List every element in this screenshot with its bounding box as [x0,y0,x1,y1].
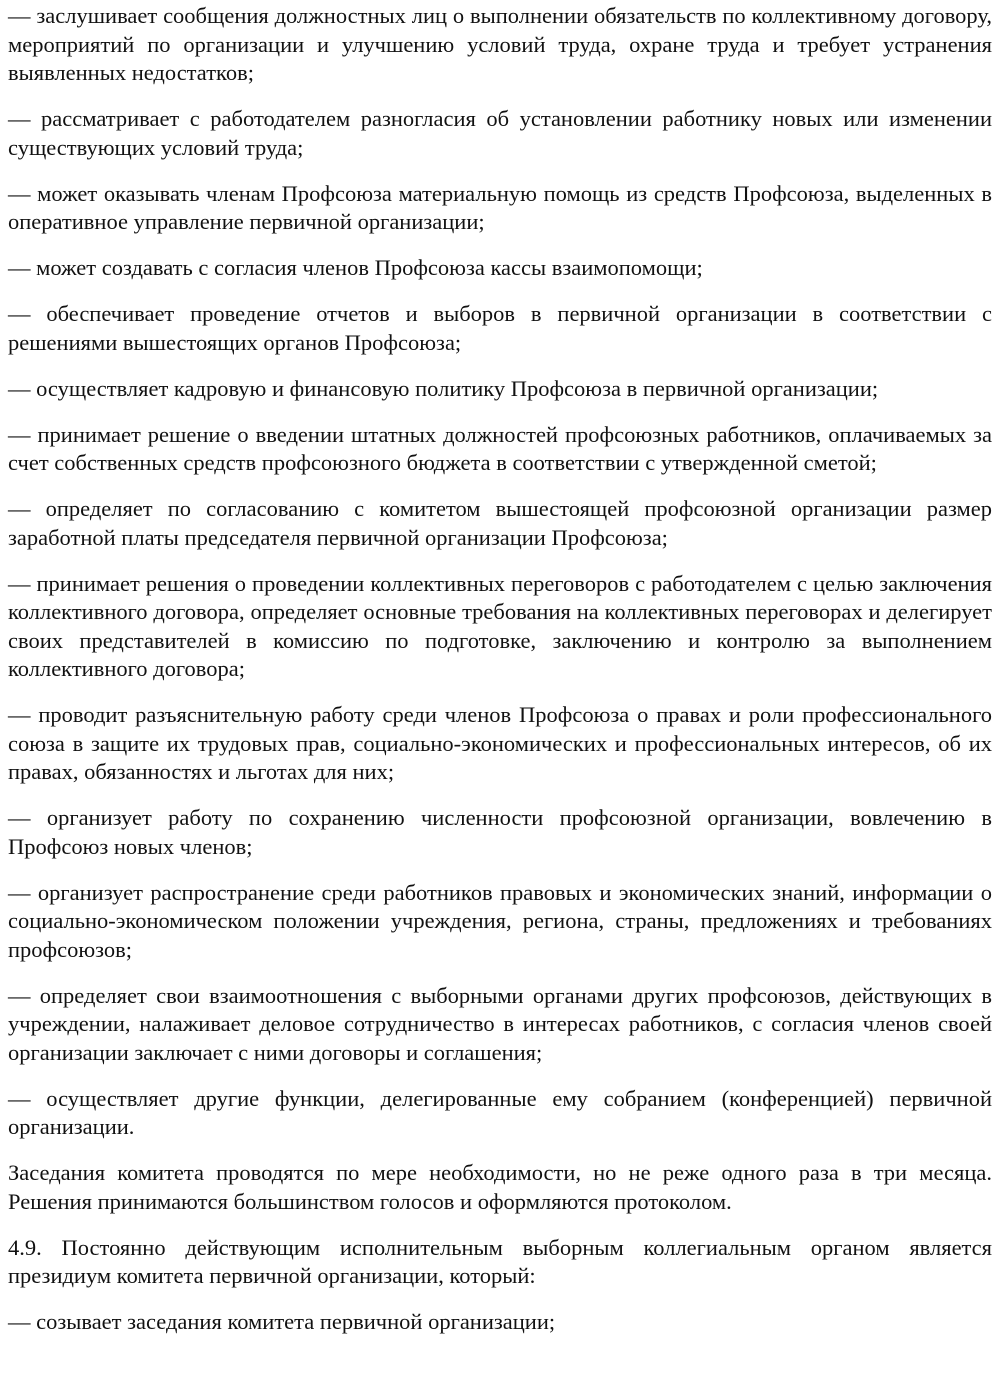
paragraph-7: — принимает решение о введении штатных должностей профсоюзных работников, оплачиваемых за счет собственных средств профсоюзного бюджета в соответствии с утвержденной сметой; [8,421,992,475]
paragraph-6: — осуществляет кадровую и финансовую политику Профсоюза в первичной организации; [8,375,879,401]
paragraph-13: — определяет свои взаимоотношения с выборными органами других профсоюзов, действующих в учреждении, налаживает деловое сотрудничество в интересах работников, с согласия членов своей организации заключает с ними договоры и соглашения; [8,982,992,1065]
paragraph-15: Заседания комитета проводятся по мере необходимости, но не реже одного раза в три месяца. Решения принимаются большинством голосов и оформляются протоколом. [8,1160,992,1214]
paragraph-4: — может создавать с согласия членов Профсоюза кассы взаимопомощи; [8,255,703,280]
paragraph-17: — созывает заседания комитета первичной организации; [8,1309,556,1334]
paragraph-8: — определяет по согласованию с комитетом вышестоящей профсоюзной организации размер заработной платы председателя первичной организации Профсоюза; [8,496,992,550]
paragraph-16: 4.9. Постоянно действующим исполнительным выборным коллегиальным органом является президиум комитета первичной организации, который: [8,1234,992,1288]
paragraph-12: — организует распространение среди работников правовых и экономических знаний, информации о социально-экономическом положении учреждения, региона, страны, предложениях и требованиях профсоюзов; [8,879,992,962]
paragraph-1: — заслушивает сообщения должностных лиц о выполнении обязательств по коллективному договору, мероприятий по организации и улучшению условий труда, охране труда и требует устранения выявленных недостатков; [8,3,992,85]
paragraph-3: — может оказывать членам Профсоюза материальную помощь из средств Профсоюза, выделенных в оперативное управление первичной организации; [8,180,992,234]
paragraph-2: — рассматривает с работодателем разногласия об установлении работнику новых или изменении существующих условий труда; [8,106,992,160]
paragraph-11: — организует работу по сохранению численности профсоюзной организации, вовлечению в Профсоюз новых членов; [8,805,992,859]
paragraph-14: — осуществляет другие функции, делегированные ему собранием (конференцией) первичной организации. [8,1085,992,1139]
paragraph-10: — проводит разъяснительную работу среди членов Профсоюза о правах и роли профессионального союза в защите их трудовых прав, социально-экономических и профессиональных интересов, об их правах, обязанностях и льготах для них; [8,702,992,784]
paragraph-9: — принимает решения о проведении коллективных переговоров с работодателем с целью заключения коллективного договора, определяет основные требования на коллективных переговорах и делегирует своих представителей в комиссию по подготовке, заключению и контролю за выполнением коллективного договора; [8,570,992,681]
paragraph-5: — обеспечивает проведение отчетов и выборов в первичной организации в соответствии с решениями вышестоящих органов Профсоюза; [8,301,992,355]
